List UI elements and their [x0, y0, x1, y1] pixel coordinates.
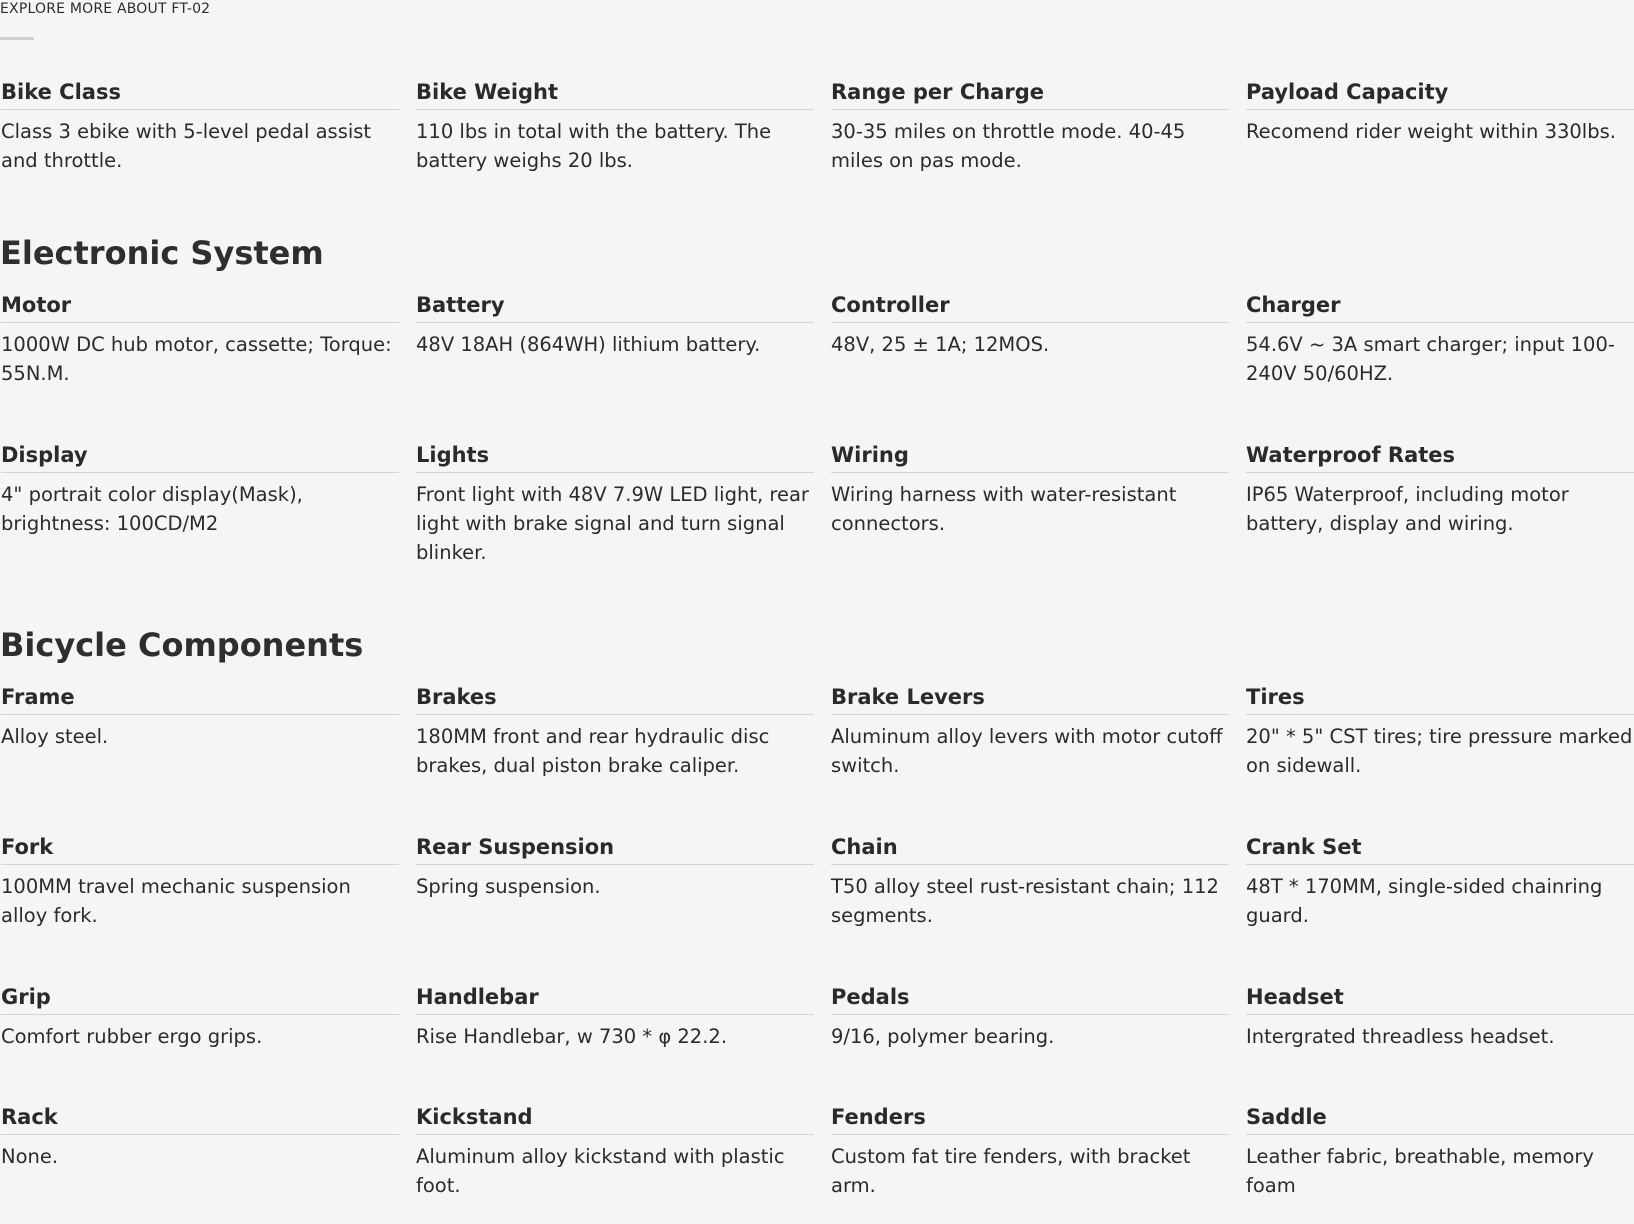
spec-controller [831, 292, 1229, 359]
spec-wiring [831, 442, 1229, 538]
spec-pedals [831, 984, 1229, 1051]
page-eyebrow: EXPLORE MORE ABOUT FT-02 [0, 1, 211, 17]
section-title-bicycle-components: Bicycle Components [0, 626, 364, 664]
components-specs-row [0, 1104, 1634, 1224]
spec-motor [1, 292, 399, 388]
spec-label: Handlebar [416, 984, 814, 1015]
spec-value: Wiring harness with water-resistant connectors. [831, 483, 1177, 535]
spec-rear-suspension [416, 834, 814, 901]
spec-label: Battery [416, 292, 814, 323]
spec-label: Fork [1, 834, 399, 865]
spec-value: 30-35 miles on throttle mode. 40-45 miles on pas mode. [831, 120, 1186, 172]
spec-payload-capacity [1246, 79, 1634, 146]
spec-value: Leather fabric, breathable, memory foam [1246, 1145, 1594, 1197]
spec-frame [1, 684, 399, 751]
spec-value: 48V 18AH (864WH) lithium battery. [416, 333, 761, 356]
spec-label: Motor [1, 292, 399, 323]
spec-fenders [831, 1104, 1229, 1200]
spec-value: 48T * 170MM, single-sided chainring guard. [1246, 875, 1603, 927]
spec-value: Aluminum alloy levers with motor cutoff switch. [831, 725, 1223, 777]
spec-value: Rise Handlebar, w 730 * φ 22.2. [416, 1025, 728, 1048]
spec-label: Frame [1, 684, 399, 715]
spec-value: Front light with 48V 7.9W LED light, rear light with brake signal and turn signal blinker. [416, 483, 809, 564]
spec-label: Chain [831, 834, 1229, 865]
spec-label: Headset [1246, 984, 1634, 1015]
spec-value: Intergrated threadless headset. [1246, 1025, 1555, 1048]
spec-bike-weight [416, 79, 814, 175]
spec-fork [1, 834, 399, 930]
electronic-specs-row [0, 442, 1634, 562]
spec-saddle [1246, 1104, 1634, 1200]
spec-tires [1246, 684, 1634, 780]
spec-headset [1246, 984, 1634, 1051]
spec-label: Range per Charge [831, 79, 1229, 110]
spec-brake-levers [831, 684, 1229, 780]
spec-crank-set [1246, 834, 1634, 930]
spec-value: Aluminum alloy kickstand with plastic foot. [416, 1145, 785, 1197]
spec-label: Rack [1, 1104, 399, 1135]
spec-value: Custom fat tire fenders, with bracket arm. [831, 1145, 1191, 1197]
spec-label: Fenders [831, 1104, 1229, 1135]
spec-value: 1000W DC hub motor, cassette; Torque: 55N.M. [1, 333, 392, 385]
spec-value: IP65 Waterproof, including motor battery, display and wiring. [1246, 483, 1569, 535]
spec-value: 4" portrait color display(Mask), brightness: 100CD/M2 [1, 483, 303, 535]
eyebrow-divider [0, 37, 34, 40]
spec-value: 48V, 25 ± 1A; 12MOS. [831, 333, 1050, 356]
spec-label: Bike Class [1, 79, 399, 110]
components-specs-row [0, 984, 1634, 1104]
spec-value: 9/16, polymer bearing. [831, 1025, 1055, 1048]
spec-label: Pedals [831, 984, 1229, 1015]
spec-value: Comfort rubber ergo grips. [1, 1025, 263, 1048]
spec-label: Brake Levers [831, 684, 1229, 715]
spec-bike-class [1, 79, 399, 175]
spec-value: 20" * 5" CST tires; tire pressure marked on sidewall. [1246, 725, 1633, 777]
spec-kickstand [416, 1104, 814, 1200]
spec-lights [416, 442, 814, 567]
spec-value: Spring suspension. [416, 875, 601, 898]
spec-value: Recomend rider weight within 330lbs. [1246, 120, 1616, 143]
spec-handlebar [416, 984, 814, 1051]
components-specs-row [0, 684, 1634, 804]
spec-label: Rear Suspension [416, 834, 814, 865]
spec-value: 180MM front and rear hydraulic disc brakes, dual piston brake caliper. [416, 725, 770, 777]
spec-label: Display [1, 442, 399, 473]
spec-label: Kickstand [416, 1104, 814, 1135]
spec-charger [1246, 292, 1634, 388]
spec-range-per-charge [831, 79, 1229, 175]
electronic-specs-row [0, 292, 1634, 412]
components-specs-row [0, 834, 1634, 954]
spec-label: Charger [1246, 292, 1634, 323]
overview-specs-row [0, 79, 1634, 199]
spec-value: Class 3 ebike with 5-level pedal assist and throttle. [1, 120, 372, 172]
spec-label: Wiring [831, 442, 1229, 473]
spec-label: Grip [1, 984, 399, 1015]
spec-label: Tires [1246, 684, 1634, 715]
spec-grip [1, 984, 399, 1051]
spec-waterproof-rates [1246, 442, 1634, 538]
spec-value: 54.6V ~ 3A smart charger; input 100-240V 50/60HZ. [1246, 333, 1615, 385]
spec-value: None. [1, 1145, 59, 1168]
spec-brakes [416, 684, 814, 780]
spec-label: Payload Capacity [1246, 79, 1634, 110]
spec-label: Controller [831, 292, 1229, 323]
spec-rack [1, 1104, 399, 1171]
spec-value: T50 alloy steel rust-resistant chain; 112 segments. [831, 875, 1219, 927]
spec-value: Alloy steel. [1, 725, 109, 748]
spec-label: Bike Weight [416, 79, 814, 110]
spec-chain [831, 834, 1229, 930]
spec-display [1, 442, 399, 538]
spec-value: 110 lbs in total with the battery. The battery weighs 20 lbs. [416, 120, 772, 172]
spec-value: 100MM travel mechanic suspension alloy fork. [1, 875, 351, 927]
spec-label: Crank Set [1246, 834, 1634, 865]
spec-label: Lights [416, 442, 814, 473]
section-title-electronic-system: Electronic System [0, 234, 324, 272]
spec-label: Saddle [1246, 1104, 1634, 1135]
spec-label: Waterproof Rates [1246, 442, 1634, 473]
spec-label: Brakes [416, 684, 814, 715]
spec-battery [416, 292, 814, 359]
